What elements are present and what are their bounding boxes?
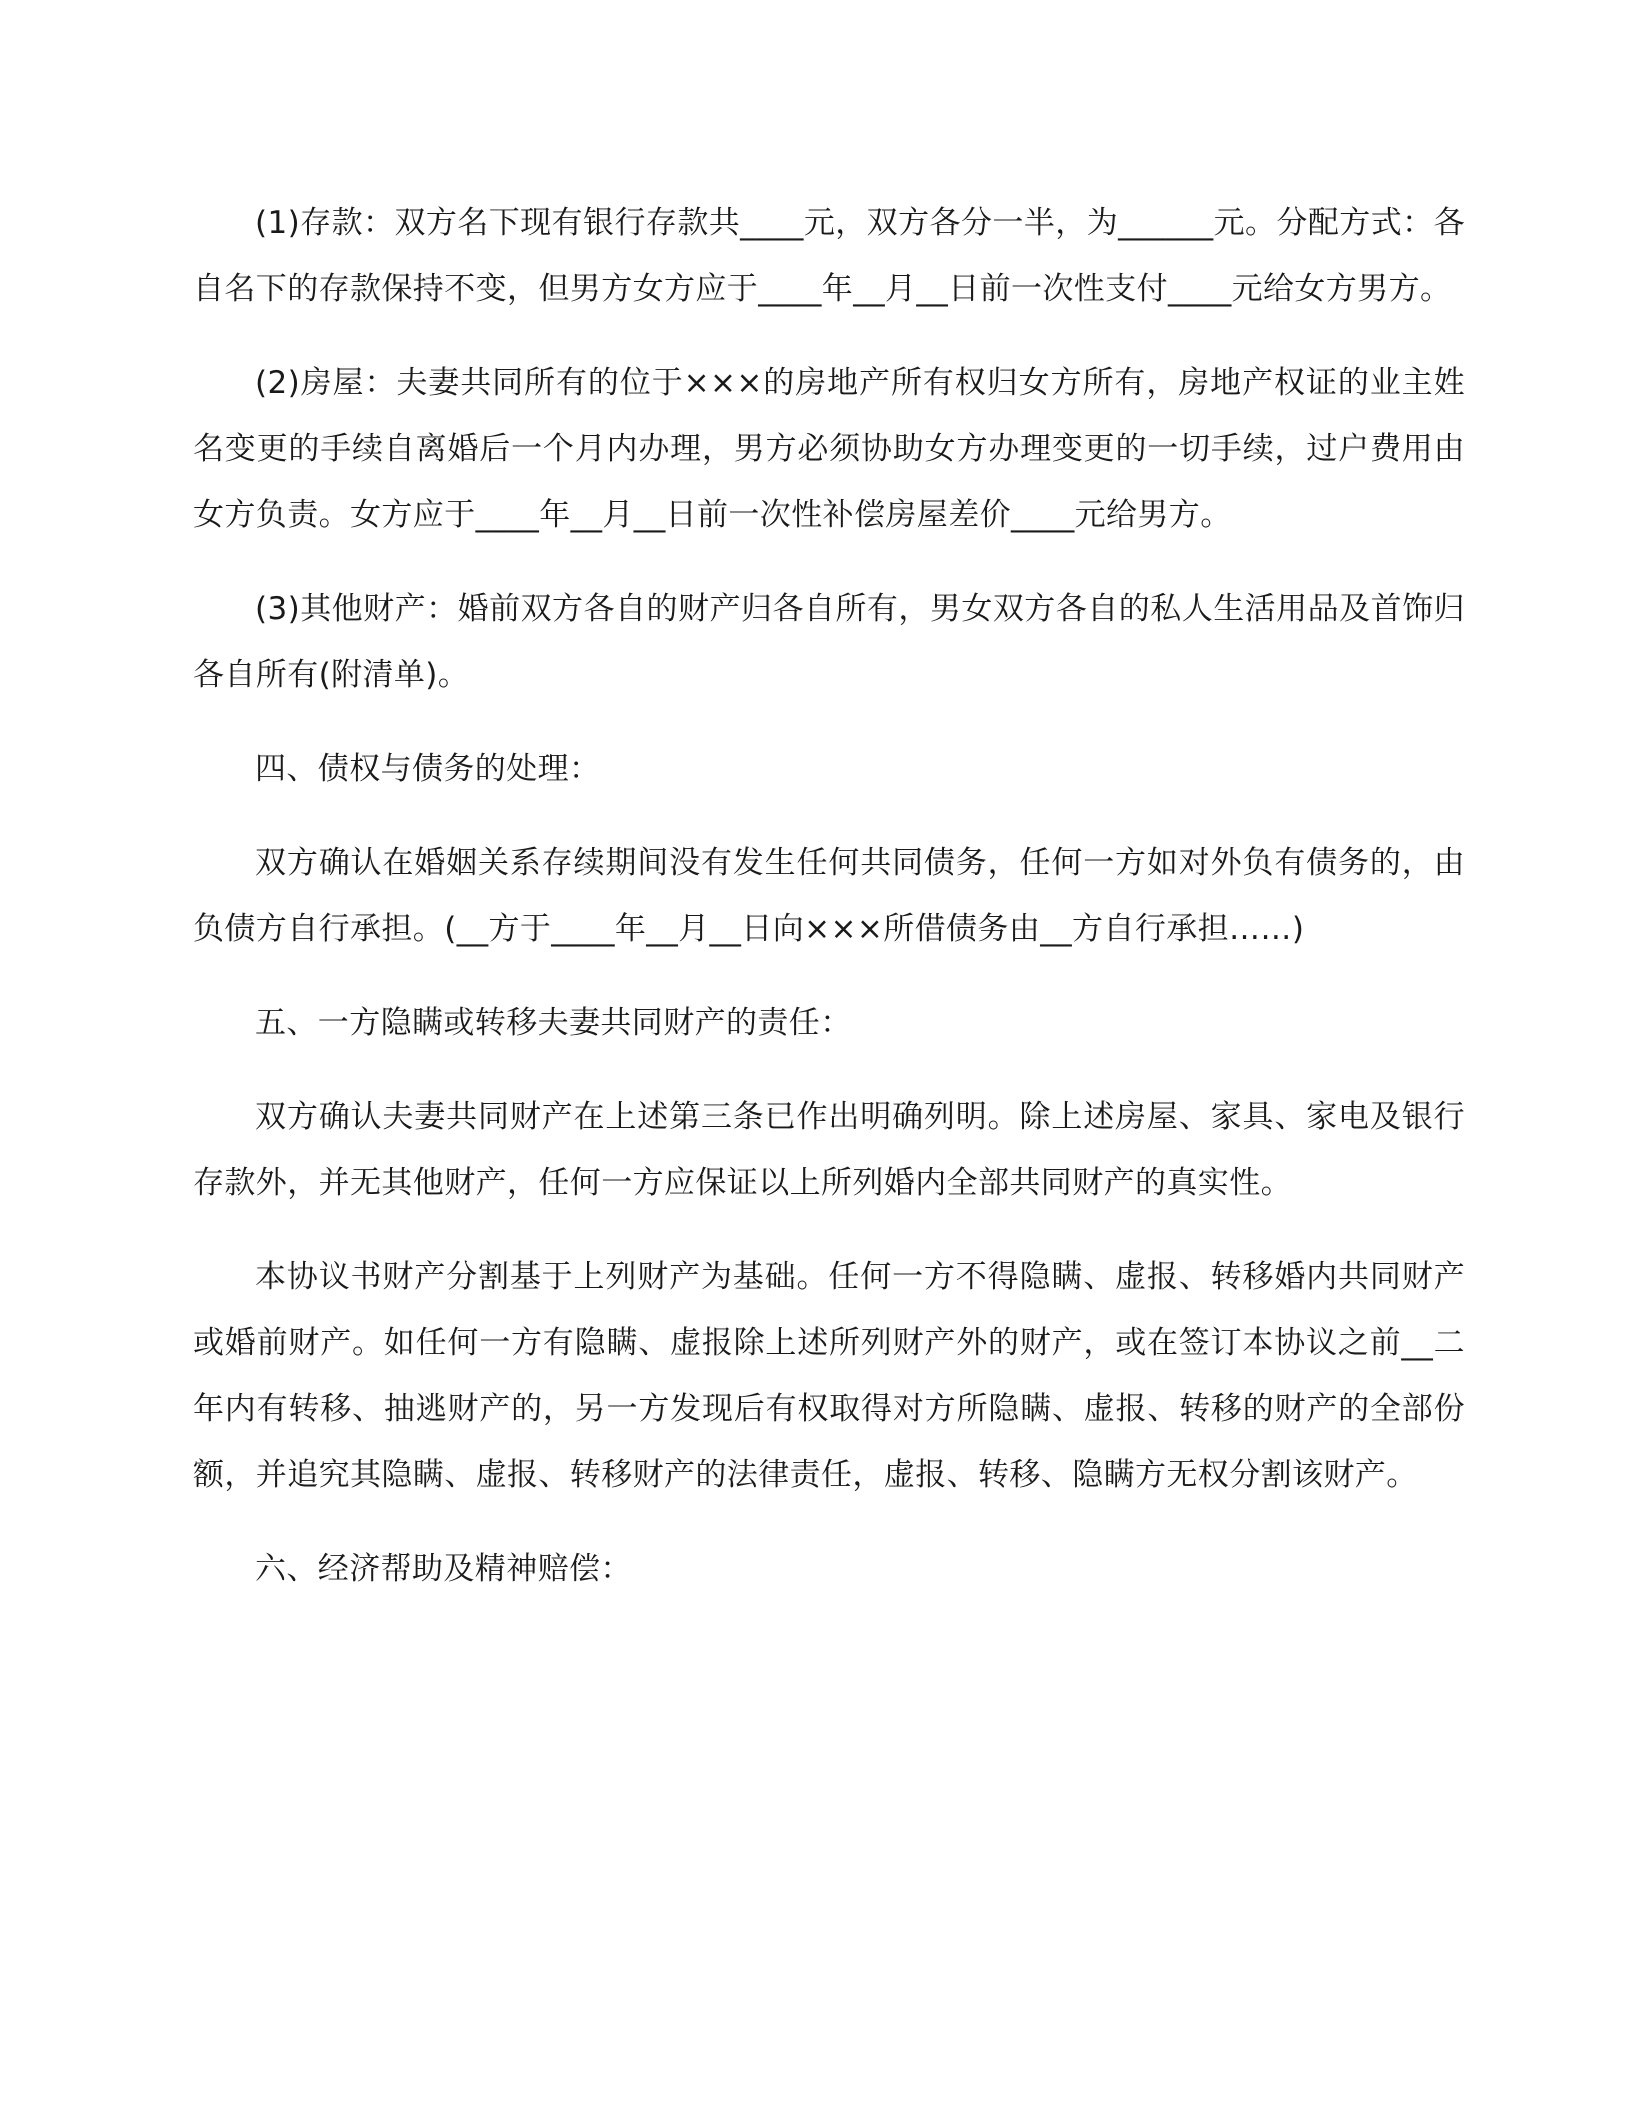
section-heading-debts: 四、债权与债务的处理： — [255, 751, 601, 787]
paragraph-debts: 双方确认在婚姻关系存续期间没有发生任何共同债务，任何一方如对外负有债务的，由负债方自行承担。(__方于____年__月__日向×××所借债务由__方自行承担……) — [193, 845, 1465, 947]
paragraph-deposits: (1)存款：双方名下现有银行存款共____元，双方各分一半，为______元。分配方式：各自名下的存款保持不变，但男方女方应于____年__月__日前一次性支付____元给女方男方。 — [193, 205, 1465, 307]
paragraph-property-division: 本协议书财产分割基于上列财产为基础。任何一方不得隐瞒、虚报、转移婚内共同财产或婚前财产。如任何一方有隐瞒、虚报除上述所列财产外的财产，或在签订本协议之前__二年内有转移、抽逃财产的，另一方发现后有权取得对方所隐瞒、虚报、转移的财产的全部份额，并追究其隐瞒、虚报、转移财产的法律责任，虚报、转移、隐瞒方无权分割该财产。 — [193, 1259, 1465, 1493]
paragraph-other-property: (3)其他财产：婚前双方各自的财产归各自所有，男女双方各自的私人生活用品及首饰归各自所有(附清单)。 — [193, 591, 1465, 693]
paragraph-house: (2)房屋：夫妻共同所有的位于×××的房地产所有权归女方所有，房地产权证的业主姓名变更的手续自离婚后一个月内办理，男方必须协助女方办理变更的一切手续，过户费用由女方负责。女方应于____年__月__日前一次性补偿房屋差价____元给男方。 — [193, 365, 1465, 533]
section-heading-concealment: 五、一方隐瞒或转移夫妻共同财产的责任： — [255, 1005, 852, 1041]
paragraph-confirmation: 双方确认夫妻共同财产在上述第三条已作出明确列明。除上述房屋、家具、家电及银行存款外，并无其他财产，任何一方应保证以上所列婚内全部共同财产的真实性。 — [193, 1099, 1465, 1201]
document-body — [193, 190, 1465, 1630]
section-heading-compensation: 六、经济帮助及精神赔偿： — [255, 1551, 632, 1587]
